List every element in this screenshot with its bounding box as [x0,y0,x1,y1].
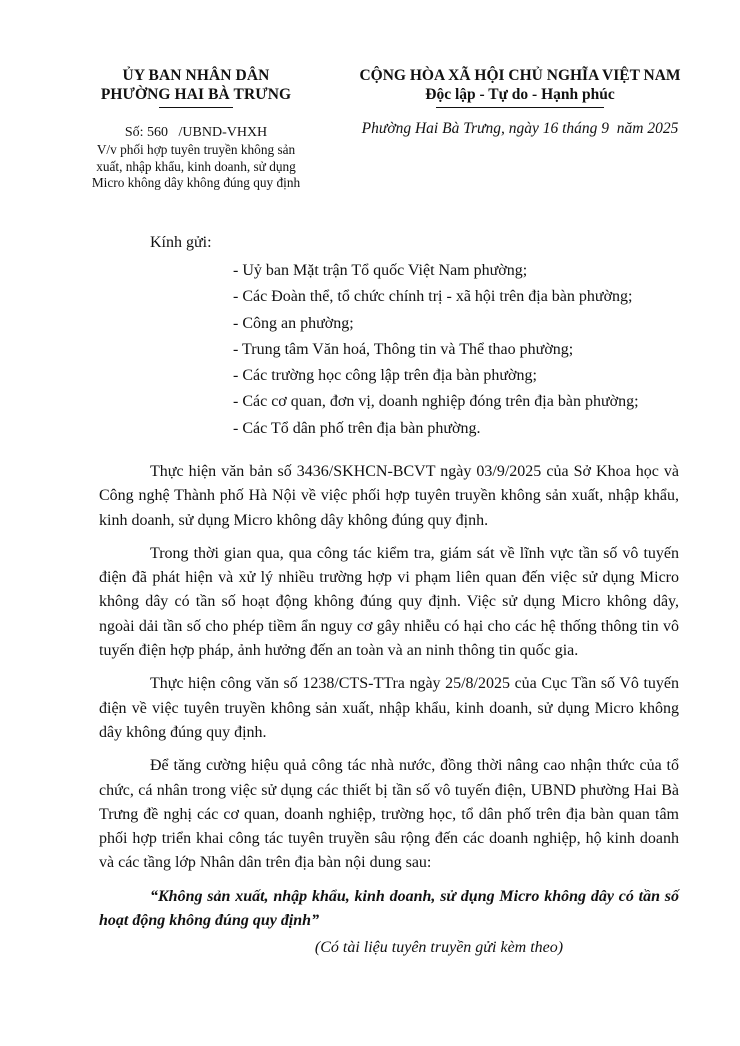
document-body [99,460,679,960]
recipient-item: - Các Đoàn thể, tổ chức chính trị - xã hội trên địa bàn phường; [233,288,633,306]
agency-name-line-1: ỦY BAN NHÂN DÂN [122,67,270,84]
recipient-item: - Uỷ ban Mặt trận Tổ quốc Việt Nam phường; [233,262,528,279]
recipient-item: - Các Tổ dân phố trên địa bàn phường. [233,419,481,437]
recipient-item: - Trung tâm Văn hoá, Thông tin và Thể thao phường; [233,340,574,358]
body-paragraph-1: Thực hiện văn bản số 3436/SKHCN-BCVT ngày 03/9/2025 của Sở Khoa học và Công nghệ Thành phố Hà Nội về việc phối hợp tuyên truyền không sản xuất, nhập khẩu, kinh doanh, sử dụng Micro không dây không đúng quy định. [99,463,679,529]
agency-name-line-2: PHƯỜNG HAI BÀ TRƯNG [100,86,292,103]
campaign-slogan: “Không sản xuất, nhập khẩu, kinh doanh, sử dụng Micro không dây có tần số hoạt động không đúng quy định” [99,887,679,929]
attachment-note: (Có tài liệu tuyên truyền gửi kèm theo) [314,938,564,956]
motto-divider [436,107,604,108]
nation-title: CỘNG HÒA XÃ HỘI CHỦ NGHĨA VIỆT NAM [359,67,681,84]
agency-divider [159,107,233,108]
recipient-item: - Các cơ quan, đơn vị, doanh nghiệp đóng trên địa bàn phường; [233,393,639,411]
recipient-item: - Các trường học công lập trên địa bàn phường; [233,367,537,385]
body-paragraph-3: Thực hiện công văn số 1238/CTS-TTra ngày 25/8/2025 của Cục Tần số Vô tuyến điện về việc tuyên truyền không sản xuất, nhập khẩu, kinh doanh, sử dụng Micro không dây không đúng quy định. [99,675,679,741]
subject-line-2: xuất, nhập khẩu, kinh doanh, sử dụng [96,158,296,174]
subject-line-1: V/v phối hợp tuyên truyền không sản [96,142,296,157]
document-number: Số: 560 /UBND-VHXH [124,125,268,140]
national-motto: Độc lập - Tự do - Hạnh phúc [425,86,615,103]
subject-line-3: Micro không dây không đúng quy định [91,175,301,190]
issuing-agency-block [60,66,332,191]
national-header-block [334,66,706,138]
body-paragraph-2: Trong thời gian qua, qua công tác kiểm tra, giám sát về lĩnh vực tần số vô tuyến điện đã phát hiện và xử lý nhiều trường hợp vi phạm liên quan đến việc sử dụng Micro không dây có tần số hoạt động không đúng quy định. Việc sử dụng Micro không dây, ngoài dải tần số cho phép tiềm ẩn nguy cơ gây nhiễu có hại cho các hệ thống thông tin vô tuyến điện hợp pháp, ảnh hưởng đến an toàn và an ninh thông tin quốc gia. [99,544,679,660]
recipient-list [233,258,713,442]
greeting: Kính gửi: [150,234,212,251]
place-and-date: Phường Hai Bà Trưng, ngày 16 tháng 9 năm 2025 [361,120,679,137]
body-paragraph-4: Để tăng cường hiệu quả công tác nhà nước, đồng thời nâng cao nhận thức của tổ chức, cá nhân trong việc sử dụng các thiết bị tần số vô tuyến điện, UBND phường Hai Bà Trưng đề nghị các cơ quan, doanh nghiệp, trường học, tổ dân phố trên địa bàn quan tâm phối hợp triển khai công tác tuyên truyền sâu rộng đến các doanh nghiệp, hộ kinh doanh và các tầng lớp Nhân dân trên địa bàn nội dung sau: [99,757,679,872]
recipient-item: - Công an phường; [233,314,354,332]
